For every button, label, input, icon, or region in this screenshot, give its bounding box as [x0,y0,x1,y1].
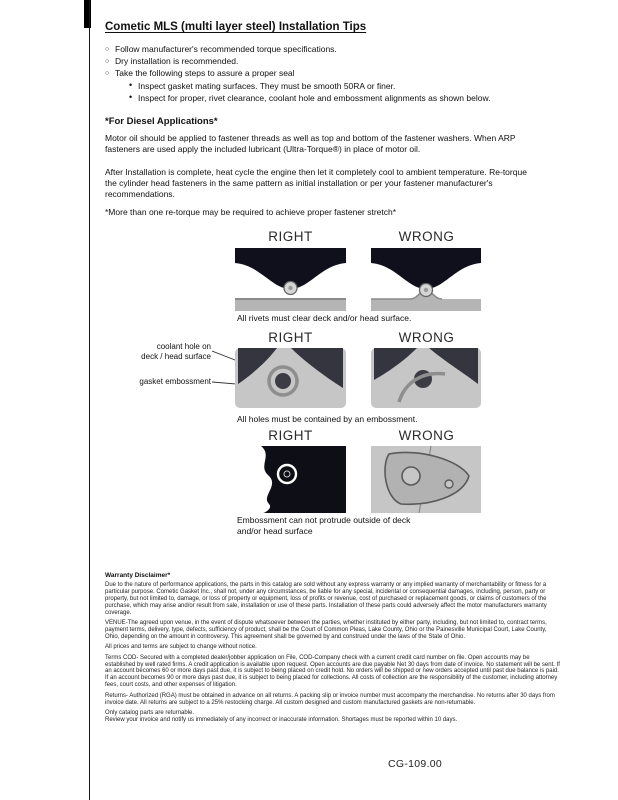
embossment-wrong-diagram [371,348,481,408]
embossment-right-diagram [235,348,346,408]
caption-line: and/or head surface [237,526,313,536]
list-item [105,55,557,67]
gasket-embossment-annotation: gasket embossment [139,377,211,386]
rivet-wrong-diagram [371,248,481,311]
list-item [105,43,557,55]
caption-line: Embossment can not protrude outside of deck [237,515,411,525]
page-title: Cometic MLS (multi layer steel) Installation Tips [105,21,367,33]
warranty-paragraph: Terms COD- Secured with a completed dealer/jobber application on File, COD-Company check with a current credit card number on file. Open accounts may be established by well rated firms. A credit application is available upon request. Open accounts are due payable Net 30 days from date of invoice. No statement will be sent. If an account becomes 60 or more days past due, it is subject to being placed on credit hold. No orders will be shipped or new orders accepted until past due balance is paid. If an account becomes 90 or more days past due, it is subject to being placed for collections. All costs of collection are the responsibility of the customer, including attorney fees, court costs, and other expenses of litigation. [105,654,560,689]
wrong-label: WRONG [398,330,455,345]
coolant-hole-annotation [112,342,211,362]
diesel-paragraph-motor-oil: Motor oil should be applied to fastener threads as well as top and bottom of the fastener washers. When ARP fasteners are used apply the included lubricant (Ultra-Torque®) in place of motor oil. [105,133,516,155]
bullet-text: Follow manufacturer's recommended torque specifications. [115,44,337,54]
protrusion-caption [237,515,410,537]
right-label: RIGHT [268,428,313,443]
protrusion-right-diagram [235,446,346,513]
wrong-label: WRONG [398,428,455,443]
embossment-caption: All holes must be contained by an embossment. [237,414,418,424]
sub-bullet-text: Inspect for proper, rivet clearance, coolant hole and embossment alignments as shown below. [138,93,491,103]
retorque-note: *More than one re-torque may be required to achieve proper fastener stretch* [105,207,397,217]
warranty-paragraph: Due to the nature of performance applications, the parts in this catalog are sold without any express warranty or any implied warranty of merchantability or fitness for a particular purpose. Cometic Gasket Inc., shall not, under any circumstances, be liable for any special, incidental or consequential damages, including, person, party or property, but not limited to, damage, or loss of property or equipment, loss of profits or revenue, cost of purchased or replacement goods, or claims of customers of the purchase, which may arise and/or result from sale, installation or use of these parts. Installation of these parts could adversely affect the motor manufacturers warranty coverage. [105,582,547,616]
rivet-right-diagram [235,248,346,311]
warranty-paragraph: Only catalog parts are returnable. [105,710,195,716]
protrusion-wrong-diagram [371,446,481,513]
warranty-paragraph: VENUE-The agreed upon venue, in the event of dispute whatsoever between the parties, whether instituted by either party, including, but not limited to, contract terms, payment terms, delivery, type, defects, sufficiency of product, shall be the Court of Common Pleas, Lake County, Ohio or the Painesville Municipal Court, Lake County, Ohio, depending on the amount in controversy. This agreement shall be governed by and construed under the laws of the State of Ohio. [105,620,547,640]
right-label: RIGHT [268,229,313,244]
bullet-text: Dry installation is recommended. [115,56,239,66]
warranty-disclaimer-heading: Warranty Disclaimer* [105,572,171,579]
rivet-caption: All rivets must clear deck and/or head surface. [237,313,412,323]
right-label: RIGHT [268,330,313,345]
wrong-label: WRONG [398,229,455,244]
warranty-disclaimer-text [105,582,561,728]
diesel-applications-heading: *For Diesel Applications* [105,116,218,127]
annotation-line: deck / head surface [141,352,211,361]
page-left-border [89,0,90,800]
warranty-paragraph: All prices and terms are subject to change without notice. [105,644,257,651]
warranty-paragraph: Review your invoice and notify us immediately of any incorrect or inaccurate information. Shortages must be reported within 10 days. [105,717,458,724]
installation-tips-list [105,43,557,104]
sub-bullet-text: Inspect gasket mating surfaces. They must be smooth 50RA or finer. [138,81,396,91]
warranty-paragraph: Returns- Authorized (RGA) must be obtained in advance on all returns. A packing slip or invoice number must accompany the merchandise. No returns after 30 days from invoice date. All returns are subject to a 25% restocking charge. All custom designed and custom manufactured gaskets are non-returnable. [105,692,555,706]
sub-tips-list [128,80,557,104]
bullet-text: Take the following steps to assure a proper seal [115,68,295,78]
page-code: CG-109.00 [388,758,443,770]
list-item [128,80,557,92]
annotation-line: coolant hole on [156,342,211,351]
list-item [105,67,557,104]
diesel-paragraph-heat-cycle: After Installation is complete, heat cycle the engine then let it completely cool to ambient temperature. Re-torque the cylinder head fasteners in the same pattern as initial installation or per your fastener manufacturer's recommendations. [105,167,527,200]
list-item [128,92,557,104]
